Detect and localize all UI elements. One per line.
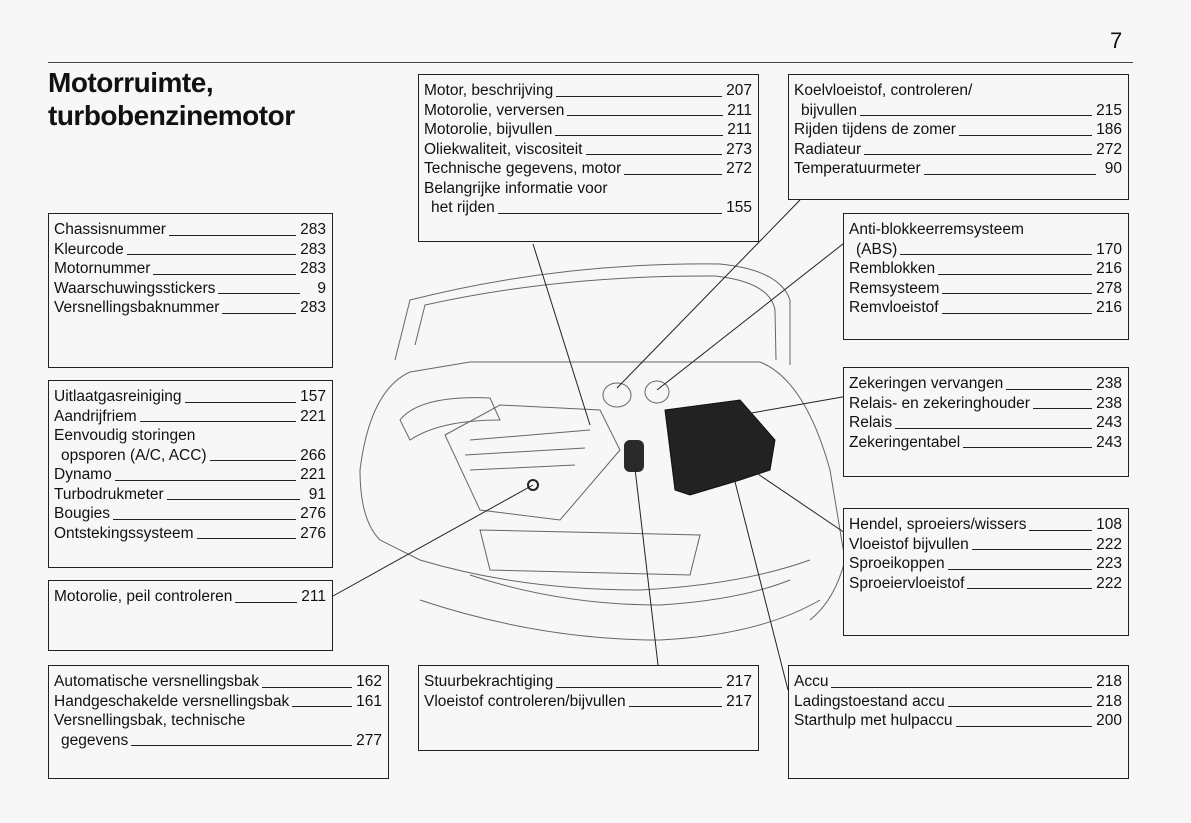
index-label: Zekeringentabel — [849, 433, 961, 451]
index-label: Technische gegevens, motor — [424, 160, 622, 177]
index-row-ontstekingssysteem — [54, 524, 326, 544]
index-label: Remsysteem — [849, 279, 940, 297]
index-row-vloeistof-controleren — [424, 692, 752, 712]
leader-dots — [567, 115, 723, 116]
leader-dots — [292, 706, 352, 707]
identification-box — [48, 213, 333, 368]
leader-dots — [831, 687, 1092, 688]
index-row-handgeschakelde-versnellingsbak — [54, 692, 382, 712]
page-ref: 211 — [727, 101, 752, 119]
bumper — [420, 600, 820, 640]
index-label: Aandrijfriem — [54, 407, 137, 425]
index-row-anti-blokkeerremsysteem — [849, 220, 1122, 240]
index-label: Koelvloeistof, controleren/ — [794, 82, 973, 99]
page-ref: 216 — [1096, 260, 1122, 277]
body-outline — [360, 362, 845, 620]
index-row-kleurcode — [54, 240, 326, 260]
page-ref: 186 — [1096, 121, 1122, 138]
page-ref: 243 — [1096, 433, 1122, 451]
index-label: Bougies — [54, 505, 111, 522]
index-label: Dynamo — [54, 466, 112, 483]
page-ref: 222 — [1096, 574, 1122, 592]
index-row-uitlaatgasreiniging — [54, 387, 326, 407]
index-label: Eenvoudig storingen — [54, 427, 196, 444]
page-ref: 9 — [317, 279, 326, 297]
leader-dots — [167, 499, 300, 500]
index-row-zekeringen-vervangen — [849, 374, 1122, 394]
page-ref: 238 — [1096, 394, 1122, 412]
leader-wipers — [752, 470, 848, 535]
index-label: Zekeringen vervangen — [849, 375, 1004, 392]
index-row-motorolie-verversen — [424, 101, 752, 121]
page-ref: 170 — [1096, 240, 1122, 258]
page-ref: 200 — [1096, 712, 1122, 729]
page-ref: 276 — [300, 524, 326, 542]
index-row-belangrijke-informatie — [424, 179, 752, 199]
index-label: Oliekwaliteit, viscositeit — [424, 140, 583, 158]
steering-box — [418, 665, 759, 751]
index-label: Motorolie, verversen — [424, 101, 565, 119]
index-label: opsporen (A/C, ACC) — [61, 446, 207, 464]
power-steering-reservoir — [624, 440, 644, 472]
index-row-abs — [849, 240, 1122, 260]
leader-dots — [218, 293, 300, 294]
leader-dots — [967, 588, 1092, 589]
index-row-waarschuwingsstickers — [54, 279, 326, 299]
page-ref: 283 — [300, 221, 326, 238]
page-ref: 211 — [727, 121, 752, 138]
leader-dots — [556, 687, 722, 688]
leader-dots — [942, 293, 1092, 294]
leader-dots — [169, 235, 296, 236]
index-row-aandrijfriem — [54, 407, 326, 427]
index-label: Relais- en zekeringhouder — [849, 394, 1030, 412]
page-ref: 218 — [1096, 673, 1122, 690]
leader-dots — [556, 96, 722, 97]
page-ref: 272 — [1096, 140, 1122, 158]
engine-systems-box — [48, 380, 333, 568]
index-row-vloeistof-bijvullen — [849, 535, 1122, 555]
index-row-sproeikoppen — [849, 554, 1122, 574]
leader-brakes — [657, 240, 848, 390]
page-ref: 283 — [300, 240, 326, 258]
index-label: Handgeschakelde versnellingsbak — [54, 692, 290, 710]
index-row-motornummer — [54, 259, 326, 279]
index-label: Vloeistof bijvullen — [849, 535, 969, 553]
index-row-remvloeistof — [849, 298, 1122, 318]
index-row-ladingstoestand-accu — [794, 692, 1122, 712]
page-ref: 218 — [1096, 692, 1122, 710]
index-label: Motorolie, peil controleren — [54, 588, 233, 605]
index-label: Motornummer — [54, 260, 151, 277]
leader-dots — [938, 274, 1092, 275]
index-label: Stuurbekrachtiging — [424, 673, 554, 690]
leader-dots — [127, 254, 296, 255]
index-row-sproeiervloeistof — [849, 574, 1122, 594]
index-label: Vloeistof controleren/bijvullen — [424, 692, 626, 710]
leader-dots — [140, 421, 296, 422]
index-row-hendel-sproeiers — [849, 515, 1122, 535]
index-row-relais-zekeringhouder — [849, 394, 1122, 414]
index-label: Kleurcode — [54, 240, 124, 258]
fuses-box — [843, 367, 1129, 477]
index-row-radiateur — [794, 140, 1122, 160]
leader-dots — [972, 549, 1092, 550]
leader-fuses — [740, 396, 848, 415]
leader-dots — [895, 428, 1092, 429]
index-label: Remblokken — [849, 260, 936, 277]
index-row-remsysteem — [849, 279, 1122, 299]
leader-dots — [956, 726, 1093, 727]
index-row-remblokken — [849, 259, 1122, 279]
page-ref: 157 — [300, 388, 326, 405]
index-label: Motorolie, bijvullen — [424, 121, 553, 138]
page-ref: 221 — [300, 407, 326, 425]
coolant-box — [788, 74, 1129, 200]
index-label: Sproeiervloeistof — [849, 574, 965, 592]
index-row-bijvullen — [794, 101, 1122, 121]
leader-dots — [900, 254, 1092, 255]
leader-dots — [1006, 389, 1092, 390]
index-row-zekeringentabel — [849, 433, 1122, 453]
index-label: Sproeikoppen — [849, 555, 945, 572]
fuse-box — [665, 400, 775, 495]
index-row-oliekwaliteit — [424, 140, 752, 160]
leader-dots — [185, 402, 297, 403]
index-row-motorolie-bijvullen — [424, 120, 752, 140]
index-row-motorolie-peil — [54, 587, 326, 607]
page-ref: 162 — [356, 673, 382, 690]
index-label: Ontstekingssysteem — [54, 524, 194, 542]
page-ref: 217 — [726, 692, 752, 710]
index-label: Starthulp met hulpaccu — [794, 712, 953, 729]
index-row-technische-gegevens-motor — [424, 159, 752, 179]
page-ref: 278 — [1096, 279, 1122, 297]
battery-box — [788, 665, 1129, 779]
leader-dots — [113, 519, 296, 520]
index-label: Anti-blokkeerremsysteem — [849, 221, 1024, 238]
index-label: Belangrijke informatie voor — [424, 179, 608, 197]
leader-dots — [1029, 530, 1092, 531]
index-row-opsporen — [54, 446, 326, 466]
index-row-versnellingsbaknummer — [54, 298, 326, 318]
engine-box — [418, 74, 759, 242]
index-row-automatische-versnellingsbak — [54, 672, 382, 692]
page-ref: 223 — [1096, 555, 1122, 572]
page-ref: 266 — [300, 446, 326, 464]
leader-dots — [197, 538, 297, 539]
leader-dots — [555, 135, 723, 136]
leader-steering — [634, 460, 658, 665]
leader-dots — [629, 706, 723, 707]
page-ref: 283 — [300, 260, 326, 277]
index-row-gegevens — [54, 731, 382, 751]
index-label: Chassisnummer — [54, 221, 166, 238]
intake-pipe — [400, 398, 500, 440]
index-label: Motor, beschrijving — [424, 82, 554, 99]
page-ref: 277 — [356, 731, 382, 749]
page-ref: 211 — [301, 588, 326, 605]
index-label: Radiateur — [794, 140, 862, 158]
page-ref: 108 — [1096, 516, 1122, 533]
index-label: Relais — [849, 414, 893, 431]
wipers-box — [843, 508, 1129, 636]
leader-dots — [586, 154, 723, 155]
page-ref: 161 — [356, 692, 382, 710]
index-row-eenvoudig-storingen — [54, 426, 326, 446]
index-label: Accu — [794, 673, 829, 690]
index-row-stuurbekrachtiging — [424, 672, 752, 692]
index-label: Versnellingsbak, technische — [54, 712, 246, 729]
index-row-versnellingsbak-technische — [54, 711, 382, 731]
index-label: Automatische versnellingsbak — [54, 673, 260, 690]
leader-dots — [924, 174, 1096, 175]
index-label: Remvloeistof — [849, 299, 939, 316]
leader-dots — [1033, 408, 1092, 409]
leader-dots — [864, 154, 1092, 155]
index-label: Versnellingsbaknummer — [54, 299, 220, 316]
leader-dots — [624, 174, 722, 175]
hood-outline — [395, 264, 790, 365]
leader-dots — [131, 745, 352, 746]
page-ref: 215 — [1096, 101, 1122, 119]
leader-dots — [222, 313, 296, 314]
leader-engine — [533, 244, 590, 425]
leader-dots — [153, 274, 296, 275]
radiator — [480, 530, 700, 575]
leader-dots — [860, 115, 1092, 116]
index-label: bijvullen — [801, 101, 858, 119]
leader-dots — [963, 447, 1092, 448]
index-label: Rijden tijdens de zomer — [794, 121, 956, 138]
leader-dots — [959, 135, 1092, 136]
index-row-turbodrukmeter — [54, 485, 326, 505]
leader-battery — [732, 470, 788, 690]
page-title-line-1: Motorruimte, — [48, 67, 214, 98]
index-row-starthulp — [794, 711, 1122, 731]
page-title-line-2: turbobenzinemotor — [48, 100, 295, 131]
page-ref: 91 — [308, 485, 326, 503]
page-ref: 283 — [300, 299, 326, 316]
index-row-het-rijden — [424, 198, 752, 218]
index-label: Turbodrukmeter — [54, 485, 164, 503]
hood-inner — [415, 276, 776, 360]
index-row-koelvloeistof — [794, 81, 1122, 101]
leader-dots — [498, 213, 722, 214]
page-number: 7 — [1110, 28, 1123, 53]
index-label: Waarschuwingsstickers — [54, 279, 216, 297]
index-label: Ladingstoestand accu — [794, 692, 945, 710]
leader-dots — [115, 480, 296, 481]
index-row-chassisnummer — [54, 220, 326, 240]
engine-cover — [445, 405, 620, 520]
index-row-rijden-zomer — [794, 120, 1122, 140]
leader-dots — [262, 687, 352, 688]
leader-dots — [948, 706, 1092, 707]
page-ref: 243 — [1096, 414, 1122, 431]
page-ref: 207 — [726, 82, 752, 99]
coolant-reservoir — [603, 383, 631, 407]
index-row-temperatuurmeter — [794, 159, 1122, 179]
index-label: Uitlaatgasreiniging — [54, 388, 182, 405]
page-ref: 90 — [1104, 160, 1122, 177]
page-ref: 221 — [300, 466, 326, 483]
index-row-accu — [794, 672, 1122, 692]
page-ref: 155 — [726, 199, 752, 216]
index-label: het rijden — [431, 199, 495, 216]
page-ref: 272 — [726, 160, 752, 177]
index-row-dynamo — [54, 465, 326, 485]
transmission-box — [48, 665, 389, 779]
brakes-box — [843, 213, 1129, 340]
leader-dots — [948, 569, 1092, 570]
page-ref: 217 — [726, 673, 752, 690]
left-fender — [360, 470, 420, 560]
index-label: Hendel, sproeiers/wissers — [849, 516, 1027, 533]
index-row-relais — [849, 413, 1122, 433]
page-ref: 238 — [1096, 375, 1122, 392]
index-row-motor-beschrijving — [424, 81, 752, 101]
page-ref: 276 — [300, 505, 326, 522]
index-label: Temperatuurmeter — [794, 160, 921, 177]
index-row-bougies — [54, 504, 326, 524]
index-label: gegevens — [61, 731, 129, 749]
leader-dots — [235, 602, 297, 603]
oil-level-box — [48, 580, 333, 651]
leader-dots — [210, 460, 297, 461]
front-panel — [420, 560, 810, 590]
page-ref: 222 — [1096, 535, 1122, 553]
brake-reservoir — [645, 381, 669, 403]
index-label: (ABS) — [856, 240, 898, 258]
page-ref: 216 — [1096, 299, 1122, 316]
leader-dots — [942, 313, 1093, 314]
page-ref: 273 — [726, 140, 752, 158]
cover-ribs — [465, 430, 590, 470]
